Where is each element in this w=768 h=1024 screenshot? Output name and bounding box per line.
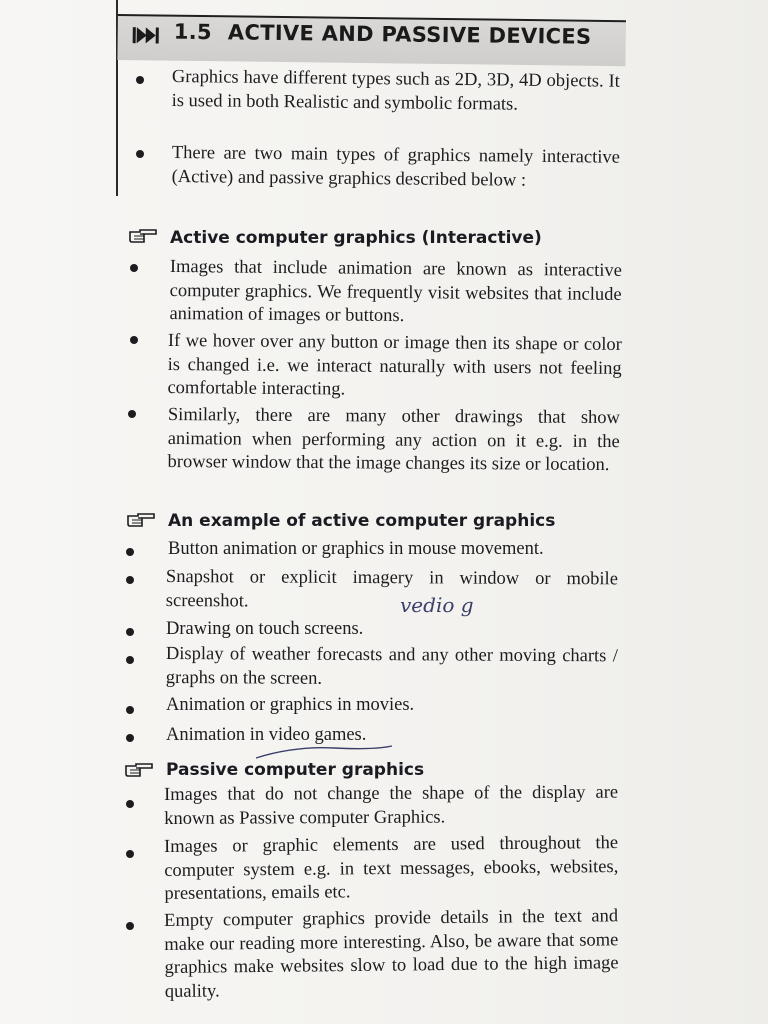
bullet-dot [126,656,134,664]
skip-forward-icon [132,24,160,46]
intro-paragraph: Graphics have different types such as 2D, 3D, 4D objects. It is used in both Realistic and symbolic formats. [171,66,620,115]
section-header [117,14,626,66]
svg-text:vedio g: vedio g [400,593,474,617]
list-item: Drawing on touch screens. [166,619,364,639]
intro-paragraph: There are two main types of graphics namely interactive (Active) and passive graphics described below : [171,142,620,191]
list-item: Images that include animation are known as interactive computer graphics. We frequently visit websites that include animation of images or buttons. [169,256,622,327]
bullet-dot [130,264,138,272]
bullet-dot [126,548,134,556]
pointing-hand-icon [128,228,158,244]
bullet-dot [128,410,136,418]
subheading-active: Active computer graphics (Interactive) [170,228,542,248]
list-item: Button animation or graphics in mouse movement. [168,539,544,559]
section-number: 1.5 [173,19,213,45]
bullet-dot [126,628,134,636]
list-item: Animation or graphics in movies. [166,695,415,715]
list-item: Empty computer graphics provide details in the text and make our reading more interesting. Also, be aware that some graphics make websites slow to load due to the high image quality. [164,906,619,1002]
bullet-dot [126,734,134,742]
bullet-dot [136,76,144,84]
list-item: Animation in video games. [166,725,367,745]
handwritten-note [396,588,516,628]
bullet-dot [130,336,138,344]
pointing-hand-icon [124,762,154,778]
list-item: Images or graphic elements are used throughout the computer system e.g. in text messages, ebooks, websites, presentations, emails etc. [164,833,619,904]
pencil-underline [254,742,394,762]
section-title-text: ACTIVE AND PASSIVE DEVICES [227,20,592,49]
bullet-dot [126,706,134,714]
bullet-dot [126,800,134,808]
bullet-dot [126,850,134,858]
list-item: Display of weather forecasts and any other moving charts / graphs on the screen. [165,644,618,689]
bullet-dot [136,150,144,158]
subheading-passive: Passive computer graphics [166,760,425,780]
list-item: If we hover over any button or image then its shape or color is changed i.e. we interact naturally with users not feeling comfortable interacting. [167,330,622,400]
list-item: Similarly, there are many other drawings that show animation when performing any action on it e.g. in the browser window that the image changes its size or location. [167,404,620,476]
bullet-dot [126,576,134,584]
pointing-hand-icon [126,512,156,528]
list-item: Images that do not change the shape of the display are known as Passive computer Graphics. [164,782,619,829]
list-item: Snapshot or explicit imagery in window or mobile screenshot. [165,567,618,611]
subheading-example: An example of active computer graphics [168,511,556,531]
bullet-dot [126,922,134,930]
section-title [174,20,592,49]
